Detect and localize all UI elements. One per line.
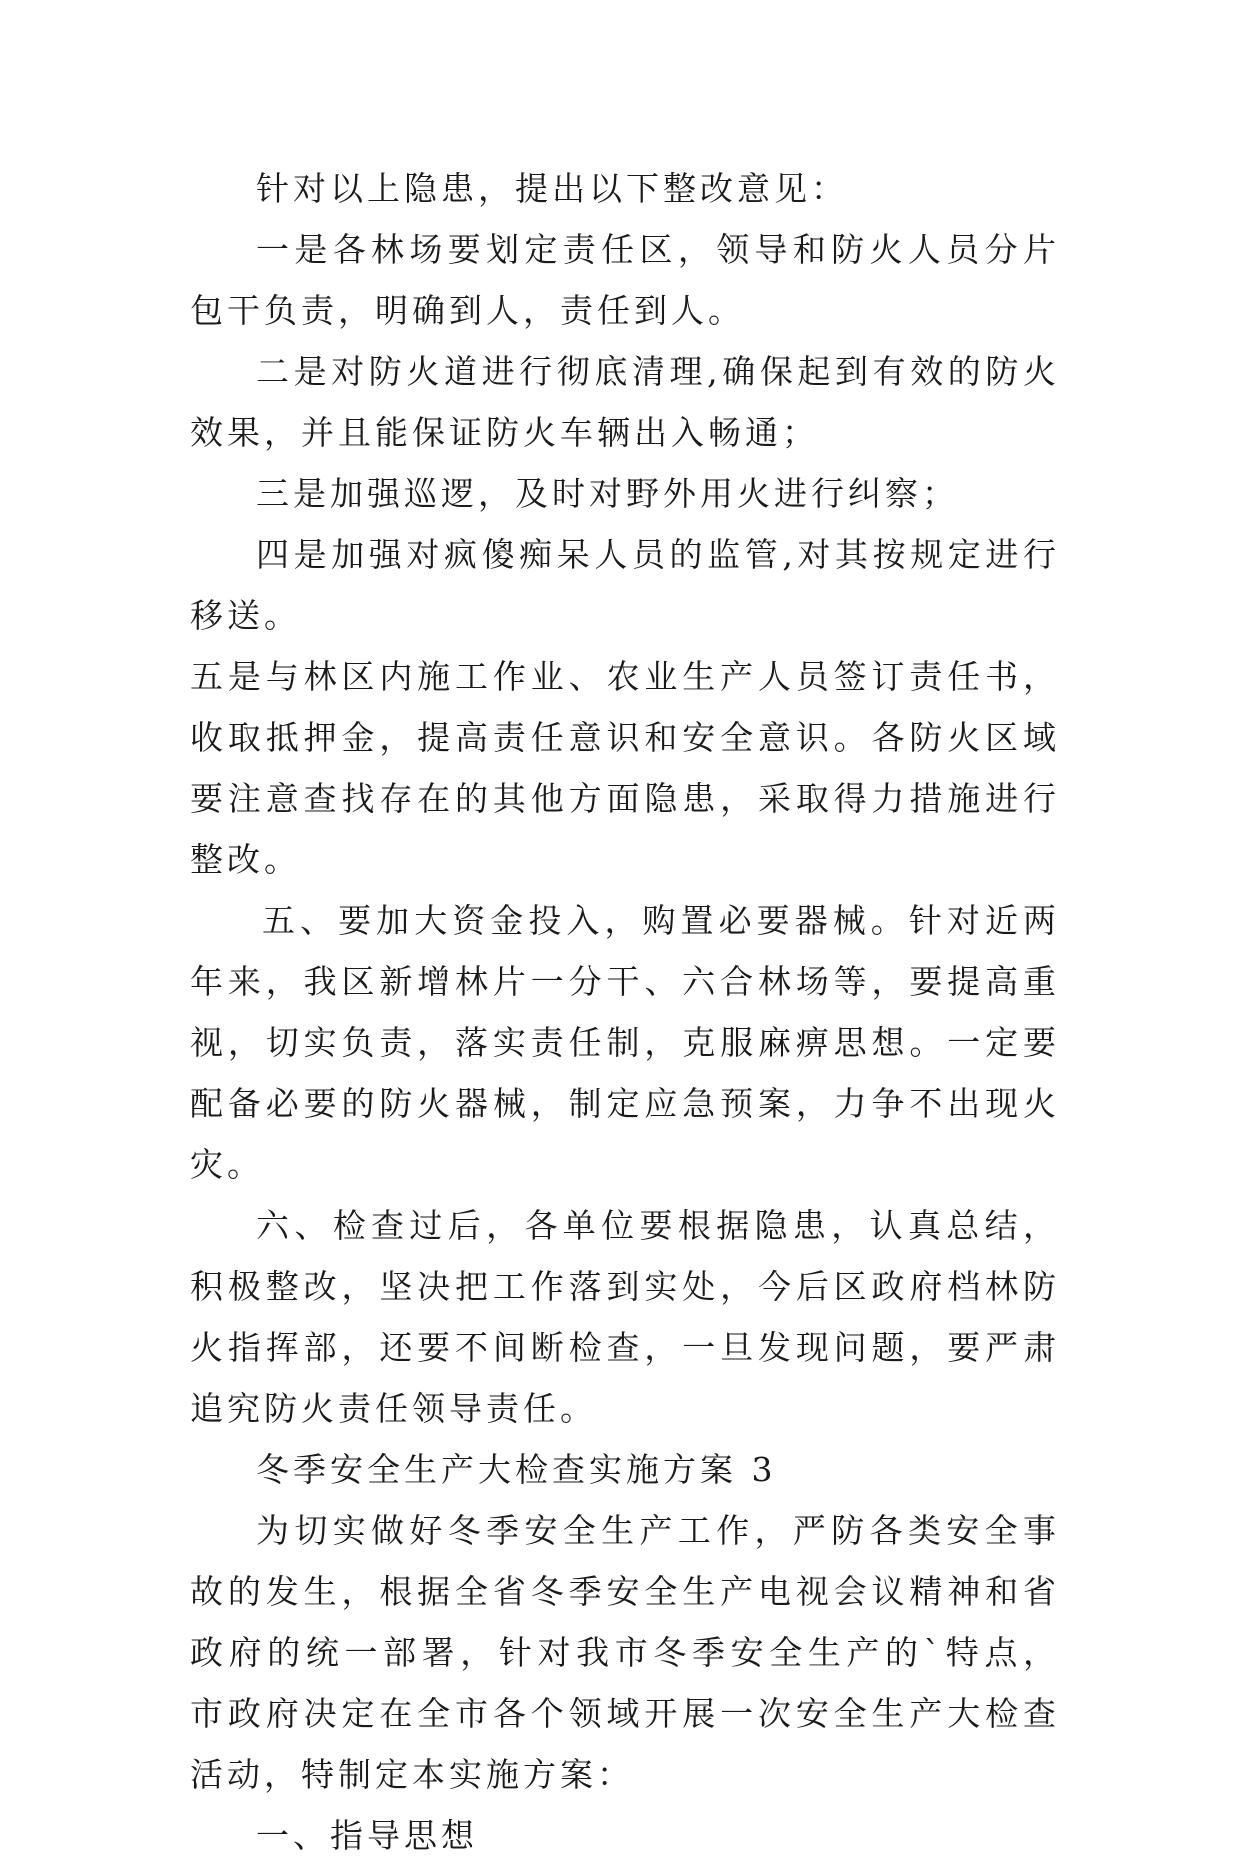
paragraph-section-five: 五、要加大资金投入，购置必要器械。针对近两年来，我区新增林片一分干、六合林场等，要提高重视，切实负责，落实责任制，克服麻痹思想。一定要配备必要的防火器械，制定应急预案，力争不出现火灾。 [190,901,1060,1184]
paragraph-rectification-intro: 针对以上隐患，提出以下整改意见： [256,169,848,208]
paragraph-item-three: 三是加强巡逻，及时对野外用火进行纠察； [256,474,959,513]
section-heading-guiding-ideology: 一、指导思想 [256,1816,478,1855]
paragraph-item-one: 一是各林场要划定责任区，领导和防火人员分片包干负责，明确到人，责任到人。 [190,230,1060,330]
paragraph-item-four: 四是加强对疯傻痴呆人员的监管,对其按规定进行移送。 [190,535,1060,635]
paragraph-section-six: 六、检查过后，各单位要根据隐患，认真总结，积极整改，坚决把工作落到实处，今后区政府档林防火指挥部，还要不间断检查，一旦发现问题，要严肃追究防火责任领导责任。 [190,1206,1060,1428]
paragraph-plan-intro: 为切实做好冬季安全生产工作，严防各类安全事故的发生，根据全省冬季安全生产电视会议精神和省政府的统一部署，针对我市冬季安全生产的`特点，市政府决定在全市各个领域开展一次安全生产大检查活动，特制定本实施方案： [190,1511,1060,1794]
section-heading-plan-3: 冬季安全生产大检查实施方案 3 [256,1450,777,1489]
paragraph-item-two: 二是对防火道进行彻底清理,确保起到有效的防火效果，并且能保证防火车辆出入畅通； [190,352,1060,452]
document-body [190,158,1060,1866]
paragraph-item-five: 五是与林区内施工作业、农业生产人员签订责任书，收取抵押金，提高责任意识和安全意识。各防火区域要注意查找存在的其他方面隐患，采取得力措施进行整改。 [190,657,1060,879]
